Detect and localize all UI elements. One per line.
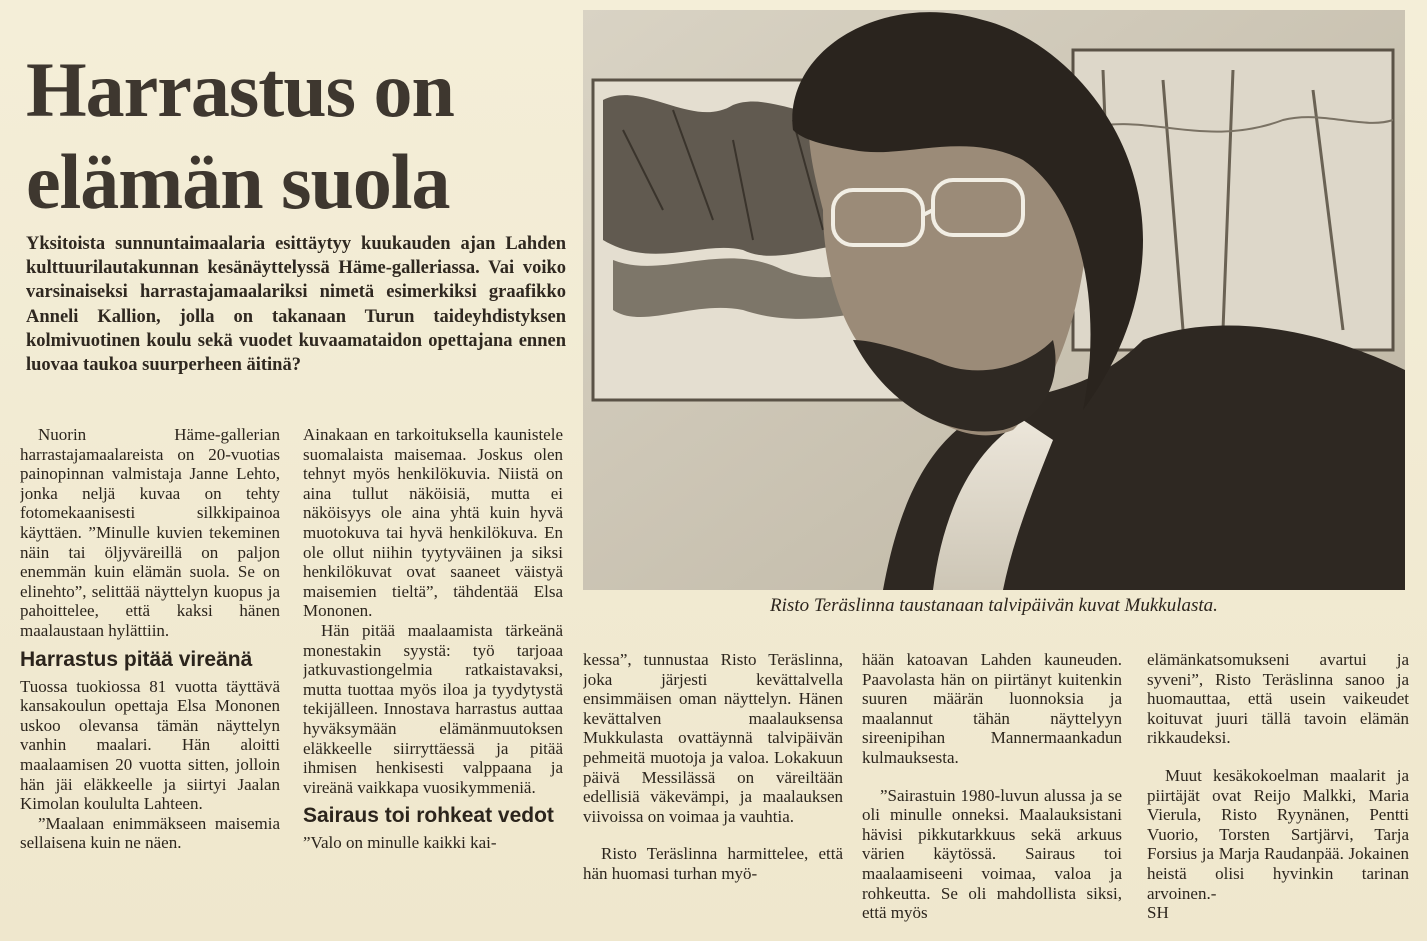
text-column-5	[1147, 650, 1409, 935]
text-column-2	[303, 425, 563, 935]
text-column-1	[20, 425, 280, 935]
paragraph: Muut kesäkokoelman maalarit ja piirtäjät ovat Reijo Malkki, Maria Vierula, Risto Ryynänen, Pentti Vuorio, Torsten Sartjärvi, Tarja Forsius ja Marja Raudanpää. Jokainen heistä olisi hyvinkin tarinan arvoinen.-	[1147, 765, 1409, 903]
lead-paragraph: Yksitoista sunnuntaimaalaria esittäytyy kuukauden ajan Lahden kulttuurilautakunnan kesänäyttelyssä Häme-galleriassa. Vai voiko varsinaiseksi harrastajamaalariksi nimetä esimerkiksi graafikko Anneli Kallion, jolla on takanaan Turun taideyhdistyksen kolmivuotinen koulu sekä vuodet kuvaamataidon opettajana ennen luovaa taukoa suurperheen äitinä?	[26, 234, 566, 376]
author-signature: SH	[1147, 903, 1169, 923]
paragraph: hään katoavan Lahden kauneuden. Paavolasta hän on piirtänyt kuitenkin suuren määrän luonnoksia ja maalannut tähän näyttelyyn sireenipihan Mannermaankadun kulmauksesta.	[862, 650, 1122, 767]
paragraph: Nuorin Häme-gallerian harrastajamaalareista on 20-vuotias painopinnan valmistaja Janne Lehto, jonka neljä kuvaa on tehty fotomekaanisesti silkkipainoa käyttäen. ”Minulle kuvien tekeminen näin tai öljyväreillä on paljon enemmän kuin elämän suola. Se on elinehto”, selittää näyttelyn kuopus ja pahoittelee, että kaksi hänen maalaustaan hylättiin.	[20, 425, 280, 640]
paragraph: kessa”, tunnustaa Risto Teräslinna, joka järjesti kevättalvella ensimmäisen oman näyttelyn. Hänen kevättalven maalauksensa Mukkulasta ovattäynnä talvipäivän pehmeitä muotoja ja valoa. Lokakuun päivä Messilässä on väreiltään edellisiä väkevämpi, ja maalauksen viivoissa on voimaa ja vauhtia.	[583, 650, 843, 826]
paragraph: Ainakaan en tarkoituksella kaunistele suomalaista maisemaa. Joskus olen tehnyt myös henkilökuvia. Niistä on aina tullut näköisiä, mutta ei näköisyys ole aina yhtä kuin hyvä muotokuva tai hyvä henkilökuva. En ole ollut niihin tyytyväinen ja siksi henkilökuvat ovat saaneet väistyä maisemien tieltä”, tähdentää Elsa Mononen.	[303, 425, 563, 621]
headline-line-2: elämän suola	[26, 138, 450, 225]
subheading-sairaus: Sairaus toi rohkeat vedot	[303, 804, 554, 828]
headline	[26, 44, 566, 228]
photo-caption: Risto Teräslinna taustanaan talvipäivän kuvat Mukkulasta.	[770, 595, 1218, 616]
paragraph: ”Valo on minulle kaikki kai-	[303, 833, 497, 853]
subheading-harrastus: Harrastus pitää vireänä	[20, 647, 253, 671]
paragraph: ”Sairastuin 1980-luvun alussa ja se oli minulle onneksi. Maalauksistani hävisi pikkutarkkuus sekä arkuus värien käytössä. Sairaus toi maalaamiseeni voimaa, valoa ja rohkeutta. Se oli mahdollista siksi, että myös	[862, 785, 1122, 923]
paragraph: Risto Teräslinna harmittelee, että hän huomasi turhan myö-	[583, 844, 843, 883]
text-column-4	[862, 650, 1122, 935]
paragraph: elämänkatsomukseni avartui ja syveni”, Risto Teräslinna sanoo ja huomauttaa, että usein vaikeudet koituvat juuri tällä tavoin elämän rikkaudeksi.	[1147, 650, 1409, 748]
paragraph: Tuossa tuokiossa 81 vuotta täyttävä kansakoulun opettaja Elsa Mononen uskoo olevansa tämän näyttelyn vanhin maalari. Hän aloitti maalaamisen 20 vuotta sitten, jolloin hän jäi eläkkeelle ja siirtyi Jaalan Kimolan koululta Lahteen.	[20, 676, 280, 814]
headline-line-1: Harrastus on	[26, 46, 454, 133]
paragraph: ”Maalaan enimmäkseen maisemia sellaisena kuin ne näen.	[20, 813, 280, 853]
paragraph: Hän pitää maalaamista tärkeänä monestakin syystä: työ tarjoaa jatkuvastiongelmia ratkaistavaksi, mutta tuottaa myös iloa ja tyydytystä tekijälleen. Innostava harrastus auttaa hyväksymään elämänmuutoksen eläkkeelle siirryttäessä ja pitää ihmisen henkisesti valppaana ja vireänä vaikkapa vuosikymmeniä.	[303, 620, 563, 797]
text-column-3	[583, 650, 843, 935]
photo-risto-teraslinna	[583, 10, 1405, 590]
photo-illustration	[583, 10, 1405, 590]
